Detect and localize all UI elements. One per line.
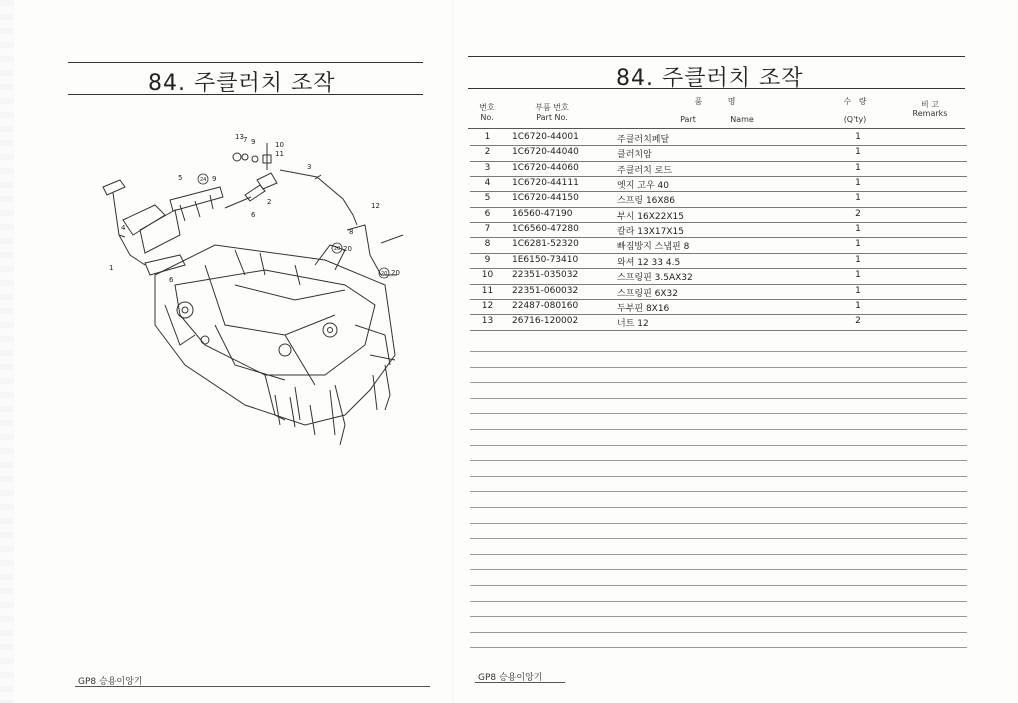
- svg-text:3: 3: [307, 163, 312, 171]
- row-number: 11: [481, 285, 494, 296]
- table-row: [470, 176, 967, 191]
- right-footer-rule: [475, 682, 565, 683]
- header-name-en-part: Part: [680, 115, 696, 124]
- clutch-arm-drawing: [170, 187, 223, 221]
- row-quantity: 2: [855, 208, 861, 219]
- row-number: 12: [481, 300, 494, 311]
- row-rule: [470, 330, 967, 331]
- header-name-en-name: Name: [730, 115, 754, 124]
- row-number: 2: [484, 147, 491, 158]
- header-no-en: No.: [480, 113, 494, 122]
- blank-rule: [470, 632, 967, 633]
- row-quantity: 1: [855, 300, 861, 311]
- table-row: [470, 191, 967, 206]
- blank-rule: [470, 491, 967, 492]
- svg-text:6: 6: [169, 276, 174, 284]
- blank-rule: [470, 476, 967, 477]
- row-part-name: 칼라 13X17X15: [617, 227, 684, 238]
- title-bottom-rule: [68, 94, 423, 95]
- right-page-title: 84. 주클러치 조작: [616, 66, 804, 91]
- title-top-rule: [68, 62, 423, 63]
- header-qty-en: (Q'ty): [843, 115, 867, 124]
- blank-rule: [470, 554, 967, 555]
- row-part-number: 1C6720-44001: [512, 132, 579, 142]
- row-number: 6: [484, 208, 491, 219]
- row-number: 5: [484, 193, 491, 204]
- row-part-number: 1C6720-44060: [512, 162, 579, 173]
- header-name-ko: 품 명: [694, 97, 736, 106]
- svg-text:5: 5: [178, 174, 183, 182]
- table-row: [470, 253, 967, 268]
- row-number: 1: [484, 132, 491, 142]
- row-part-name: 스프링 16X86: [617, 196, 676, 207]
- row-part-name: 스프링핀 6X32: [617, 288, 678, 299]
- blank-rule: [470, 413, 967, 414]
- row-part-number: 1C6720-44150: [512, 193, 579, 204]
- table-row: [470, 161, 967, 176]
- blank-rule: [470, 585, 967, 586]
- svg-text:20: 20: [381, 271, 388, 277]
- row-part-name: 너트 12: [617, 319, 649, 330]
- blank-rule: [470, 351, 967, 352]
- svg-text:7: 7: [243, 136, 248, 144]
- table-row: [470, 207, 967, 222]
- svg-text:1: 1: [109, 264, 114, 272]
- row-quantity: 1: [855, 178, 861, 189]
- svg-text:9: 9: [212, 175, 217, 183]
- blank-rule: [470, 445, 967, 446]
- blank-rule: [470, 616, 967, 617]
- row-quantity: 1: [855, 162, 861, 173]
- svg-text:4: 4: [121, 224, 126, 232]
- table-row: [470, 314, 967, 329]
- row-part-name: 빠짐방지 스냅핀 8: [617, 242, 690, 253]
- header-qty-ko: 수 량: [843, 97, 867, 106]
- blank-rule: [470, 367, 967, 368]
- clutch-pedal-drawing: [103, 180, 145, 265]
- svg-text:20: 20: [391, 269, 400, 277]
- blank-rule: [470, 382, 967, 383]
- table-row: [470, 237, 967, 252]
- svg-text:10: 10: [275, 141, 284, 149]
- right-footer: GP8 승용이앙기: [478, 673, 543, 683]
- row-number: 8: [484, 239, 491, 250]
- row-part-name: 스프링핀 3.5AX32: [617, 273, 693, 284]
- row-part-name: 주클러치페달: [617, 135, 670, 145]
- header-no-ko: 번호: [479, 103, 495, 112]
- blank-rule: [470, 507, 967, 508]
- row-part-number: 16560-47190: [512, 208, 573, 219]
- parts-diagram: [85, 125, 425, 475]
- svg-text:20: 20: [334, 246, 341, 252]
- row-part-number: 26716-120002: [512, 316, 579, 327]
- table-row: [470, 145, 967, 160]
- table-row: [470, 299, 967, 314]
- row-part-number: 1C6720-44040: [512, 147, 579, 158]
- blank-rule: [470, 601, 967, 602]
- header-part-no-en: Part No.: [536, 113, 568, 122]
- row-quantity: 2: [855, 316, 861, 327]
- row-quantity: 1: [855, 193, 861, 204]
- row-part-number: 22487-080160: [512, 300, 579, 311]
- row-number: 13: [481, 316, 494, 327]
- header-rule: [468, 128, 965, 129]
- row-part-name: 클러치암: [617, 150, 652, 161]
- svg-text:11: 11: [275, 150, 284, 158]
- header-remarks-en: Remarks: [912, 109, 948, 118]
- blank-rule: [470, 569, 967, 570]
- blank-rule: [470, 538, 967, 539]
- header-part-no-ko: 부품 번호: [535, 103, 569, 112]
- clutch-rod-drawing: [280, 170, 357, 225]
- table-row: [470, 284, 967, 299]
- row-number: 10: [481, 270, 494, 281]
- row-quantity: 1: [855, 239, 861, 250]
- row-part-name: 엣지 고우 40: [617, 181, 669, 192]
- table-row: [470, 222, 967, 237]
- row-part-number: 22351-035032: [512, 270, 579, 281]
- row-part-number: 1C6281-52320: [512, 239, 579, 250]
- row-quantity: 1: [855, 254, 861, 265]
- blank-rule: [470, 460, 967, 461]
- svg-text:13: 13: [235, 133, 244, 141]
- row-part-number: 1C6720-44111: [512, 178, 579, 189]
- right-title-top-rule: [468, 56, 965, 57]
- svg-text:9: 9: [251, 138, 256, 146]
- row-part-name: 부시 16X22X15: [617, 211, 684, 222]
- right-title-bottom-rule: [468, 88, 965, 89]
- footer-rule: [75, 686, 430, 687]
- row-part-number: 1E6150-73410: [512, 254, 579, 265]
- table-row: [470, 130, 967, 145]
- row-number: 4: [484, 178, 491, 189]
- row-part-name: 두부핀 8X16: [617, 303, 670, 314]
- row-part-name: 와셔 12 33 4.5: [617, 257, 681, 268]
- svg-text:24: 24: [200, 177, 207, 183]
- blank-rule: [470, 523, 967, 524]
- row-quantity: 1: [855, 147, 861, 158]
- row-number: 7: [484, 224, 491, 235]
- row-part-name: 주클러치 로드: [617, 165, 673, 176]
- left-footer: GP8 승용이앙기: [78, 677, 143, 687]
- row-quantity: 1: [855, 132, 861, 142]
- svg-text:6: 6: [251, 211, 256, 219]
- row-quantity: 1: [855, 224, 861, 235]
- page-edge: [0, 0, 14, 703]
- row-quantity: 1: [855, 270, 861, 281]
- left-page: [0, 0, 455, 703]
- svg-text:2: 2: [267, 198, 272, 206]
- row-number: 9: [484, 254, 491, 265]
- row-number: 3: [484, 162, 491, 173]
- left-page-title: 84. 주클러치 조작: [148, 71, 336, 96]
- row-quantity: 1: [855, 285, 861, 296]
- blank-rule: [470, 398, 967, 399]
- table-row: [470, 268, 967, 283]
- row-part-number: 22351-060032: [512, 285, 579, 296]
- svg-text:8: 8: [349, 228, 354, 236]
- svg-text:12: 12: [371, 202, 380, 210]
- blank-rule: [470, 647, 967, 648]
- row-part-number: 1C6560-47280: [512, 224, 579, 235]
- blank-rule: [470, 429, 967, 430]
- svg-text:20: 20: [343, 245, 352, 253]
- header-remarks-ko: 비 고: [921, 100, 939, 109]
